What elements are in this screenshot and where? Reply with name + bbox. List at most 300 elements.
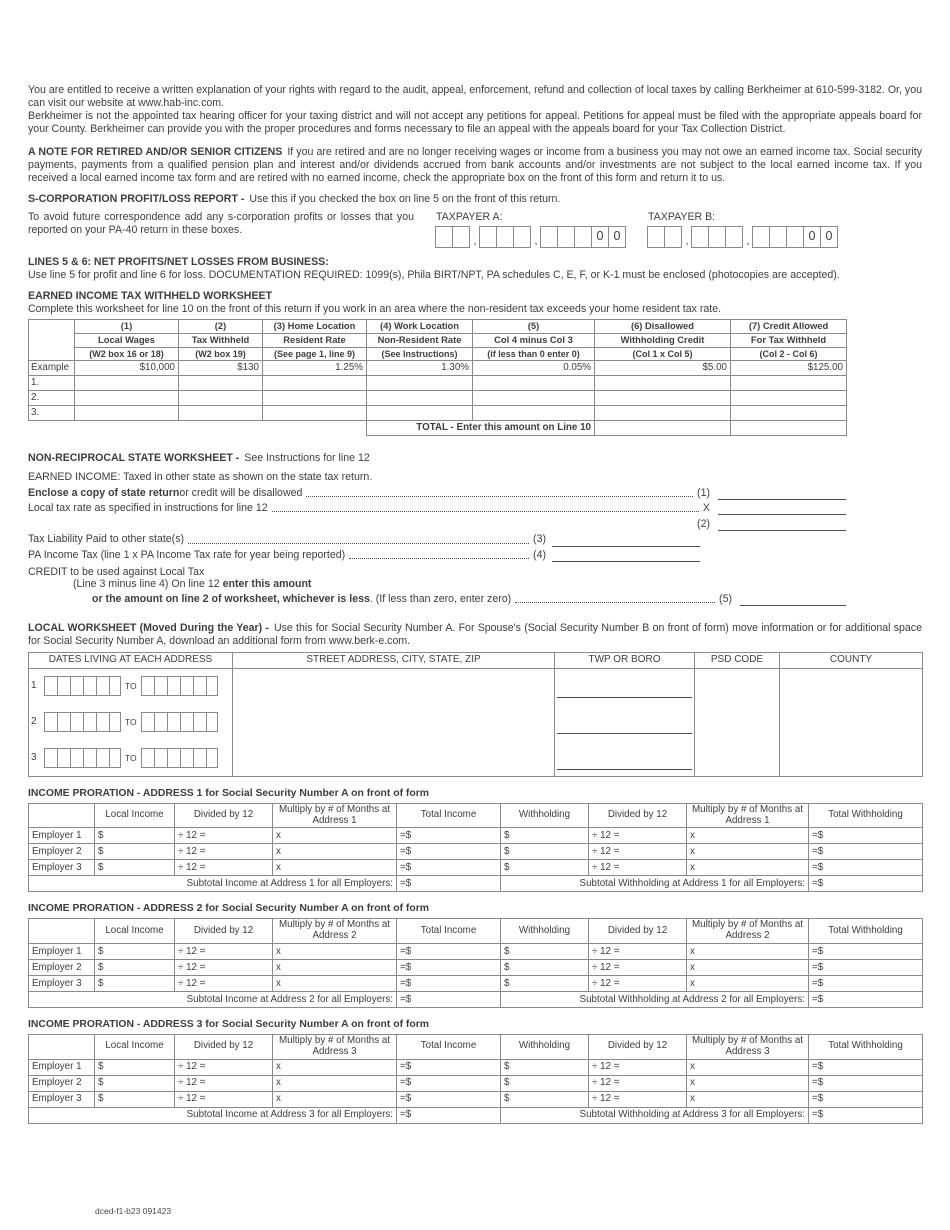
eit-input-cell[interactable] <box>473 376 595 391</box>
total-income-cell[interactable]: =$ <box>397 976 501 992</box>
divided-by-12-cell[interactable]: ÷ 12 = <box>589 944 687 960</box>
credit-line-3-rest: . (If less than zero, enter zero) <box>369 593 512 606</box>
withholding-cell[interactable]: $ <box>501 844 589 860</box>
digit-box[interactable] <box>664 226 682 248</box>
local-worksheet-heading-line <box>28 622 922 648</box>
row-number: 1 <box>31 680 37 692</box>
eit-input-cell[interactable] <box>473 391 595 406</box>
divided-by-12-cell[interactable]: ÷ 12 = <box>175 860 273 876</box>
line-number-3: (3) <box>533 533 546 546</box>
scorp-heading-line <box>28 193 922 206</box>
eit-input-cell[interactable] <box>473 406 595 421</box>
local-income-cell[interactable]: $ <box>95 828 175 844</box>
date-from-boxes[interactable] <box>44 676 121 696</box>
credit-line-2-pre: (Line 3 minus line 4) On line 12 <box>73 578 223 591</box>
eit-worksheet-heading: EARNED INCOME TAX WITHHELD WORKSHEET <box>28 290 273 303</box>
total-withholding-cell[interactable]: =$ <box>809 1059 923 1075</box>
divided-by-12-cell[interactable]: ÷ 12 = <box>589 1059 687 1075</box>
date-to-boxes[interactable] <box>141 676 218 696</box>
taxpayer-b-amount-boxes[interactable] <box>648 226 838 248</box>
employer-row <box>29 976 923 992</box>
digit-box[interactable] <box>752 226 770 248</box>
withholding-cell[interactable]: $ <box>501 1059 589 1075</box>
multiply-months-cell[interactable]: x <box>273 1059 397 1075</box>
earned-income-line: EARNED INCOME: Taxed in other state as shown on the state tax return. <box>28 471 373 484</box>
eit-col-header: Local Wages <box>75 334 179 348</box>
proration-col-header: Divided by 12 <box>589 803 687 828</box>
cents-box: 0 <box>803 226 821 248</box>
proration-col-header: Multiply by # of Months at Address 1 <box>687 803 809 828</box>
divided-by-12-cell[interactable]: ÷ 12 = <box>175 844 273 860</box>
eit-row-2 <box>29 391 847 406</box>
date-from-boxes[interactable] <box>44 748 121 768</box>
multiply-months-cell[interactable]: x <box>687 1075 809 1091</box>
multiply-months-cell[interactable]: x <box>687 1059 809 1075</box>
eit-col-header: (W2 box 19) <box>179 347 263 360</box>
total-withholding-cell[interactable]: =$ <box>809 860 923 876</box>
local-income-cell[interactable]: $ <box>95 944 175 960</box>
withholding-cell[interactable]: $ <box>501 960 589 976</box>
eit-example-value: $5.00 <box>595 361 731 376</box>
eit-input-cell[interactable] <box>75 406 179 421</box>
county-cell[interactable] <box>780 704 923 740</box>
total-withholding-cell[interactable]: =$ <box>809 944 923 960</box>
withholding-cell[interactable]: $ <box>501 1091 589 1107</box>
digit-box[interactable] <box>435 226 453 248</box>
divided-by-12-cell[interactable]: ÷ 12 = <box>589 960 687 976</box>
proration-corner-cell <box>29 1035 95 1060</box>
digit-box[interactable] <box>647 226 665 248</box>
eit-worksheet-subtext: Complete this worksheet for line 10 on the front of this return if you work in an area where the non-resident tax exceeds your home resident tax rate. <box>28 303 722 316</box>
retired-note-heading: A NOTE FOR RETIRED AND/OR SENIOR CITIZENS <box>28 146 283 159</box>
nonrecip-heading-rest: See Instructions for line 12 <box>244 452 370 465</box>
line-number-5: (5) <box>719 593 732 606</box>
withholding-cell[interactable]: $ <box>501 860 589 876</box>
proration-col-header: Total Income <box>397 1035 501 1060</box>
nonrecip-heading-line <box>28 452 922 465</box>
digit-box[interactable] <box>540 226 558 248</box>
line-5-entry[interactable] <box>740 594 846 606</box>
local-income-cell[interactable]: $ <box>95 844 175 860</box>
rights-paragraph: You are entitled to receive a written explanation of your rights with regard to the audit, appeal, enforcement, refund and collection of local taxes by calling Berkheimer at 610-599-3182. Or, you can visit our website at www.hab-inc.com. <box>28 84 922 110</box>
eit-input-cell[interactable] <box>595 406 731 421</box>
cents-box: 0 <box>591 226 609 248</box>
multiply-months-cell[interactable]: x <box>273 1091 397 1107</box>
subtotal-withholding-cell[interactable]: =$ <box>809 1107 923 1123</box>
credit-line-1: CREDIT to be used against Local Tax <box>28 566 205 579</box>
date-to-boxes[interactable] <box>141 748 218 768</box>
subtotal-withholding-cell[interactable]: =$ <box>809 876 923 892</box>
proration-col-header: Divided by 12 <box>175 803 273 828</box>
eit-input-cell[interactable] <box>731 376 847 391</box>
multiply-months-cell[interactable]: x <box>273 960 397 976</box>
multiply-months-cell[interactable]: x <box>273 828 397 844</box>
employer-row <box>29 1059 923 1075</box>
digit-box[interactable] <box>557 226 575 248</box>
employer-label: Employer 3 <box>29 976 95 992</box>
multiply-months-cell[interactable]: x <box>687 944 809 960</box>
multiply-months-cell[interactable]: x <box>273 860 397 876</box>
withholding-cell[interactable]: $ <box>501 944 589 960</box>
local-worksheet-row-3 <box>29 740 923 776</box>
employer-row <box>29 1091 923 1107</box>
eit-col-header: Withholding Credit <box>595 334 731 348</box>
dotted-leader <box>272 511 699 512</box>
eit-col-header: Tax Withheld <box>179 334 263 348</box>
total-income-cell[interactable]: =$ <box>397 828 501 844</box>
county-cell[interactable] <box>780 740 923 776</box>
divided-by-12-cell[interactable]: ÷ 12 = <box>589 976 687 992</box>
eit-col-header: Resident Rate <box>263 334 367 348</box>
taxpayer-a-amount-boxes[interactable] <box>436 226 626 248</box>
total-income-cell[interactable]: =$ <box>397 944 501 960</box>
digit-box[interactable] <box>452 226 470 248</box>
eit-row-label: 1. <box>29 376 75 391</box>
employer-label: Employer 3 <box>29 1091 95 1107</box>
dates-cell <box>29 704 233 740</box>
eit-col-header: For Tax Withheld <box>731 334 847 348</box>
eit-input-cell[interactable] <box>179 391 263 406</box>
eit-col-header: (6) Disallowed <box>595 320 731 334</box>
divided-by-12-cell[interactable]: ÷ 12 = <box>175 944 273 960</box>
taxpayer-b-block <box>648 211 838 248</box>
nonrecip-heading: NON-RECIPROCAL STATE WORKSHEET - <box>28 452 240 465</box>
subtotal-withholding-label: Subtotal Withholding at Address 1 for all Employers: <box>501 876 809 892</box>
proration-col-header: Multiply by # of Months at Address 2 <box>687 919 809 944</box>
eit-input-cell[interactable] <box>595 376 731 391</box>
eit-withheld-table <box>28 319 847 436</box>
subtotal-income-cell[interactable]: =$ <box>397 876 501 892</box>
multiply-months-cell[interactable]: x <box>273 944 397 960</box>
employer-label: Employer 1 <box>29 944 95 960</box>
proration-col-header: Local Income <box>95 919 175 944</box>
local-income-cell[interactable]: $ <box>95 1059 175 1075</box>
proration-col-header: Multiply by # of Months at Address 3 <box>687 1035 809 1060</box>
eit-input-cell[interactable] <box>75 391 179 406</box>
row-number: 2 <box>31 716 37 728</box>
digit-box[interactable] <box>479 226 497 248</box>
proration-col-header: Local Income <box>95 1035 175 1060</box>
total-withholding-cell[interactable]: =$ <box>809 1091 923 1107</box>
to-label: TO <box>125 717 137 727</box>
local-income-cell[interactable]: $ <box>95 976 175 992</box>
eit-total-input-cell[interactable] <box>595 421 731 436</box>
twp-boro-cell[interactable] <box>555 668 695 704</box>
proration-col-header: Local Income <box>95 803 175 828</box>
local-worksheet-row-1 <box>29 668 923 704</box>
total-income-cell[interactable]: =$ <box>397 1075 501 1091</box>
multiply-months-cell[interactable]: x <box>273 844 397 860</box>
appeals-paragraph: Berkheimer is not the appointed tax hearing officer for your taxing district and will not accept any petitions for appeal. Petitions for appeal must be filed with the appropriate appeals board for your County. Berkheimer can provide you with the proper procedures and forms necessary to file an appeal with the appeals board for your Tax Collection District. <box>28 110 922 136</box>
date-to-boxes[interactable] <box>141 712 218 732</box>
multiply-months-cell[interactable]: x <box>687 860 809 876</box>
subtotal-income-label: Subtotal Income at Address 1 for all Employers: <box>29 876 397 892</box>
proration-header-row <box>29 919 923 944</box>
total-income-cell[interactable]: =$ <box>397 960 501 976</box>
taxpayer-a-label: TAXPAYER A: <box>436 211 503 224</box>
divided-by-12-cell[interactable]: ÷ 12 = <box>589 1091 687 1107</box>
divided-by-12-cell[interactable]: ÷ 12 = <box>589 844 687 860</box>
local-worksheet-heading: LOCAL WORKSHEET (Moved During the Year) - <box>28 622 269 635</box>
proration-col-header: Total Withholding <box>809 803 923 828</box>
eit-row-label: 2. <box>29 391 75 406</box>
employer-label: Employer 1 <box>29 1059 95 1075</box>
dates-header: DATES LIVING AT EACH ADDRESS <box>29 653 233 668</box>
proration-table-3 <box>28 1034 923 1124</box>
scorp-note: To avoid future correspondence add any s-corporation profits or losses that you reported on your PA-40 return in these boxes. <box>28 211 414 237</box>
street-header: STREET ADDRESS, CITY, STATE, ZIP <box>233 653 555 668</box>
local-income-cell[interactable]: $ <box>95 860 175 876</box>
local-income-cell[interactable]: $ <box>95 960 175 976</box>
total-income-cell[interactable]: =$ <box>397 844 501 860</box>
comma-separator: , <box>746 235 750 248</box>
proration-col-header: Divided by 12 <box>589 1035 687 1060</box>
date-from-boxes[interactable] <box>44 712 121 732</box>
subtotal-row <box>29 876 923 892</box>
proration-col-header: Withholding <box>501 803 589 828</box>
comma-separator: , <box>534 235 538 248</box>
to-label: TO <box>125 681 137 692</box>
tax-liability-label: Tax Liability Paid to other state(s) <box>28 533 185 546</box>
local-income-cell[interactable]: $ <box>95 1091 175 1107</box>
divided-by-12-cell[interactable]: ÷ 12 = <box>175 1059 273 1075</box>
employer-label: Employer 2 <box>29 960 95 976</box>
withholding-cell[interactable]: $ <box>501 976 589 992</box>
psd-header: PSD CODE <box>695 653 780 668</box>
eit-input-cell[interactable] <box>263 376 367 391</box>
eit-col-header: (W2 box 16 or 18) <box>75 347 179 360</box>
eit-col-header: (5) <box>473 320 595 334</box>
eit-example-row <box>29 361 847 376</box>
eit-header-row-3 <box>29 347 847 360</box>
employer-row <box>29 860 923 876</box>
subtotal-row <box>29 992 923 1008</box>
county-header: COUNTY <box>780 653 923 668</box>
taxpayer-a-block <box>436 211 626 248</box>
divided-by-12-cell[interactable]: ÷ 12 = <box>589 828 687 844</box>
pa-income-tax-label: PA Income Tax (line 1 x PA Income Tax rate for year being reported) <box>28 549 346 561</box>
cents-box: 0 <box>820 226 838 248</box>
proration-col-header: Multiply by # of Months at Address 1 <box>273 803 397 828</box>
digit-box[interactable] <box>574 226 592 248</box>
eit-col-header: (3) Home Location <box>263 320 367 334</box>
eit-input-cell[interactable] <box>731 406 847 421</box>
lines56-heading: LINES 5 & 6: NET PROFITS/NET LOSSES FROM BUSINESS: <box>28 256 329 269</box>
enclose-copy-rest: or credit will be disallowed <box>179 486 303 499</box>
line-number-2: (2) <box>697 517 710 530</box>
tax-liability-line <box>28 533 700 546</box>
twp-boro-cell[interactable] <box>555 740 695 776</box>
proration-table-2 <box>28 918 923 1008</box>
total-income-cell[interactable]: =$ <box>397 860 501 876</box>
total-withholding-cell[interactable]: =$ <box>809 976 923 992</box>
local-worksheet-heading-rest: Use this for Social Security Number A. For Spouse's (Social Security Number B on front of form) move information or for additional space for Social Security Number A, download an additional form from www.berk-e.com. <box>28 622 922 648</box>
proration-col-header: Total Income <box>397 919 501 944</box>
state-return-line <box>28 487 846 500</box>
eit-col-header: (Col 1 x Col 5) <box>595 347 731 360</box>
local-worksheet-table <box>28 652 923 776</box>
eit-input-cell[interactable] <box>179 376 263 391</box>
eit-corner-cell <box>29 320 75 361</box>
digit-box[interactable] <box>786 226 804 248</box>
writing-line[interactable] <box>557 769 692 770</box>
multiply-months-cell[interactable]: x <box>687 976 809 992</box>
multiply-months-cell[interactable]: x <box>687 1091 809 1107</box>
employer-row <box>29 844 923 860</box>
eit-input-cell[interactable] <box>367 376 473 391</box>
subtotal-withholding-label: Subtotal Withholding at Address 2 for all Employers: <box>501 992 809 1008</box>
divided-by-12-cell[interactable]: ÷ 12 = <box>175 976 273 992</box>
eit-col-header: (7) Credit Allowed <box>731 320 847 334</box>
multiply-months-cell[interactable]: x <box>687 844 809 860</box>
proration-col-header: Withholding <box>501 1035 589 1060</box>
proration-col-header: Divided by 12 <box>589 919 687 944</box>
total-income-cell[interactable]: =$ <box>397 1091 501 1107</box>
local-tax-rate-line <box>28 502 846 515</box>
divided-by-12-cell[interactable]: ÷ 12 = <box>175 960 273 976</box>
writing-line[interactable] <box>557 733 692 734</box>
county-cell[interactable] <box>780 668 923 704</box>
eit-example-value: $130 <box>179 361 263 376</box>
total-income-cell[interactable]: =$ <box>397 1059 501 1075</box>
eit-row-1 <box>29 376 847 391</box>
eit-col-header: (2) <box>179 320 263 334</box>
psd-code-cell[interactable] <box>695 740 780 776</box>
twp-header: TWP OR BORO <box>555 653 695 668</box>
employer-row <box>29 944 923 960</box>
digit-box[interactable] <box>691 226 709 248</box>
withholding-cell[interactable]: $ <box>501 828 589 844</box>
eit-col-header: Non-Resident Rate <box>367 334 473 348</box>
withholding-cell[interactable]: $ <box>501 1075 589 1091</box>
proration-corner-cell <box>29 803 95 828</box>
multiply-months-cell[interactable]: x <box>273 1075 397 1091</box>
digit-box[interactable] <box>496 226 514 248</box>
digit-box[interactable] <box>708 226 726 248</box>
line-2-entry[interactable] <box>718 519 846 531</box>
subtotal-withholding-cell[interactable]: =$ <box>809 992 923 1008</box>
eit-input-cell[interactable] <box>263 391 367 406</box>
subtotal-row <box>29 1107 923 1123</box>
divided-by-12-cell[interactable]: ÷ 12 = <box>175 1075 273 1091</box>
proration-col-header: Total Withholding <box>809 1035 923 1060</box>
divided-by-12-cell[interactable]: ÷ 12 = <box>589 1075 687 1091</box>
street-address-cell[interactable] <box>233 704 555 740</box>
eit-header-row-1 <box>29 320 847 334</box>
subtotal-income-cell[interactable]: =$ <box>397 1107 501 1123</box>
eit-example-value: 1.30% <box>367 361 473 376</box>
eit-col-header: (See page 1, line 9) <box>263 347 367 360</box>
street-address-cell[interactable] <box>233 668 555 704</box>
proration-col-header: Total Income <box>397 803 501 828</box>
subtotal-income-cell[interactable]: =$ <box>397 992 501 1008</box>
eit-col-header: (Col 2 - Col 6) <box>731 347 847 360</box>
eit-col-header: Col 4 minus Col 3 <box>473 334 595 348</box>
total-withholding-cell[interactable]: =$ <box>809 1075 923 1091</box>
dotted-leader <box>515 602 715 603</box>
multiply-months-cell[interactable]: x <box>273 976 397 992</box>
writing-line[interactable] <box>557 697 692 698</box>
eit-input-cell[interactable] <box>263 406 367 421</box>
proration-header-row <box>29 803 923 828</box>
digit-box[interactable] <box>725 226 743 248</box>
psd-code-cell[interactable] <box>695 704 780 740</box>
rate-entry[interactable] <box>718 503 846 515</box>
eit-total-input-cell[interactable] <box>731 421 847 436</box>
eit-input-cell[interactable] <box>179 406 263 421</box>
line-4-entry[interactable] <box>552 550 700 562</box>
multiply-months-cell[interactable]: x <box>687 828 809 844</box>
twp-boro-cell[interactable] <box>555 704 695 740</box>
eit-row-3 <box>29 406 847 421</box>
local-tax-rate-label: Local tax rate as specified in instructions for line 12 <box>28 502 268 515</box>
eit-example-label: Example <box>29 361 75 376</box>
line-3-entry[interactable] <box>552 535 700 547</box>
subtotal-income-label: Subtotal Income at Address 3 for all Employers: <box>29 1107 397 1123</box>
proration-1-title: INCOME PRORATION - ADDRESS 1 for Social Security Number A on front of form <box>28 787 430 799</box>
multiply-x: X <box>702 502 710 515</box>
digit-box[interactable] <box>769 226 787 248</box>
proration-2-title: INCOME PRORATION - ADDRESS 2 for Social Security Number A on front of form <box>28 903 430 915</box>
eit-input-cell[interactable] <box>75 376 179 391</box>
line-1-entry[interactable] <box>718 488 846 500</box>
employer-label: Employer 3 <box>29 860 95 876</box>
line-number-4: (4) <box>533 549 546 561</box>
line-2-row <box>28 518 846 531</box>
taxpayer-b-label: TAXPAYER B: <box>648 211 716 224</box>
to-label: TO <box>125 752 137 763</box>
street-address-cell[interactable] <box>233 740 555 776</box>
total-withholding-cell[interactable]: =$ <box>809 828 923 844</box>
dates-cell <box>29 740 233 776</box>
local-income-cell[interactable]: $ <box>95 1075 175 1091</box>
line-number-1: (1) <box>697 486 710 499</box>
retired-note-body: If you are retired and are no longer receiving wages or income from a business you may not owe an earned income tax. Social security payments, payments from a qualified pension plan and interest and/or dividends accrued from bank accounts and/or investments are not subject to the local earned income tax. If you received a local earned income tax form and are retired with no earned income, check the appropriate box on the front of this form and return it to us. <box>28 146 922 185</box>
proration-3-title: INCOME PRORATION - ADDRESS 3 for Social Security Number A on front of form <box>28 1019 430 1031</box>
cents-box: 0 <box>608 226 626 248</box>
proration-col-header: Multiply by # of Months at Address 2 <box>273 919 397 944</box>
row-number: 3 <box>31 751 37 763</box>
eit-input-cell[interactable] <box>731 391 847 406</box>
eit-input-cell[interactable] <box>367 391 473 406</box>
proration-col-header: Divided by 12 <box>175 919 273 944</box>
credit-line-3 <box>28 593 846 606</box>
eit-col-header: (See Instructions) <box>367 347 473 360</box>
divided-by-12-cell[interactable]: ÷ 12 = <box>175 828 273 844</box>
dates-cell <box>29 668 233 704</box>
total-withholding-cell[interactable]: =$ <box>809 960 923 976</box>
divided-by-12-cell[interactable]: ÷ 12 = <box>175 1091 273 1107</box>
credit-line-2 <box>73 579 922 591</box>
scorp-heading: S-CORPORATION PROFIT/LOSS REPORT - <box>28 193 245 206</box>
dotted-leader <box>188 543 529 544</box>
eit-input-cell[interactable] <box>367 406 473 421</box>
total-withholding-cell[interactable]: =$ <box>809 844 923 860</box>
eit-col-header: (if less than 0 enter 0) <box>473 347 595 360</box>
employer-label: Employer 2 <box>29 1075 95 1091</box>
divided-by-12-cell[interactable]: ÷ 12 = <box>589 860 687 876</box>
psd-code-cell[interactable] <box>695 668 780 704</box>
comma-separator: , <box>473 235 477 248</box>
retired-note <box>28 146 922 185</box>
scorp-heading-rest: Use this if you checked the box on line 5 on the front of this return. <box>249 193 561 206</box>
digit-box[interactable] <box>513 226 531 248</box>
eit-header-row-2 <box>29 334 847 348</box>
proration-col-header: Divided by 12 <box>175 1035 273 1060</box>
multiply-months-cell[interactable]: x <box>687 960 809 976</box>
subtotal-income-label: Subtotal Income at Address 2 for all Employers: <box>29 992 397 1008</box>
eit-input-cell[interactable] <box>595 391 731 406</box>
